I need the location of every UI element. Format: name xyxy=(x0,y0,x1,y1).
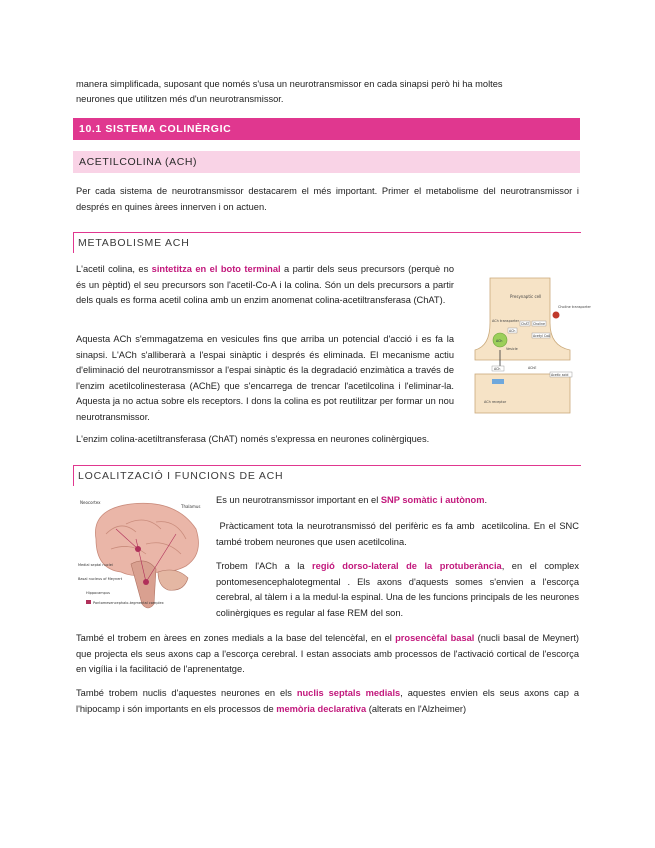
localitzacio-heading-text: LOCALITZACIÓ I FUNCIONS DE ACH xyxy=(78,470,284,482)
highlight-run: memòria declarativa xyxy=(276,703,367,714)
ach-label: ACh xyxy=(509,329,516,333)
text-run: També trobem nuclis d'aquestes neurones en els xyxy=(76,688,297,698)
localitzacio-paragraph-4 xyxy=(76,631,579,678)
brain-diagram xyxy=(76,494,206,619)
presynaptic-label: Presynaptic cell xyxy=(510,294,542,299)
intro-line-2: neurones que utilitzen més d'un neurotransmissor. xyxy=(76,94,284,104)
metabolisme-paragraph-3: L'enzim colina-acetiltransferasa (ChAT) només s'expressa en neurones colinèrgiques. xyxy=(76,434,430,444)
ppt-label: Pontomesencephalo-tegmental complex xyxy=(93,601,164,605)
localitzacio-paragraph-5 xyxy=(76,686,579,717)
medial-septal-label: Medial septal nuclei xyxy=(78,563,113,567)
neocortex-label: Neocortex xyxy=(80,500,101,505)
localitzacio-heading xyxy=(73,465,581,486)
chat-label: ChAT xyxy=(521,322,530,326)
highlight-run: sintetitza en el boto terminal xyxy=(151,264,281,274)
choline-transporter-icon xyxy=(553,312,560,319)
ache-label: AChE xyxy=(528,366,537,370)
synapse-diagram xyxy=(470,278,591,413)
text-run: a partir dels seus precursors (perquè no és un pèptid) el seu precursors son l'acetil-Co-A i la colina. Són un dels precursors a partir dels quals es forma acetil colina amb un enzim anomenat colina-acetiltransferasa (ChAT). xyxy=(76,264,454,305)
intro-line-1: manera simplificada, suposant que només s'usa un neurotransmissor en cada sinapsi però hi ha moltes xyxy=(76,79,503,89)
text-run: L'acetil colina, es xyxy=(76,264,152,274)
text-run: . xyxy=(484,495,488,505)
text-run: Es un neurotransmissor important en el xyxy=(216,495,381,505)
ach-receptor-icon xyxy=(492,379,504,384)
metabolisme-heading-text: METABOLISME ACH xyxy=(78,237,190,249)
highlight-run: regió dorso-lateral de la protuberància xyxy=(312,561,502,571)
metabolisme-heading xyxy=(73,232,581,253)
subsection-title: ACETILCOLINA (ACH) xyxy=(79,156,198,168)
highlight-run: SNP somàtic i autònom xyxy=(380,495,485,505)
metabolisme-paragraph-1 xyxy=(76,262,454,309)
vesicle-ach-label: ACh xyxy=(496,339,503,343)
basal-nucleus-label: Basal nucleus of Meynert xyxy=(78,577,123,581)
vesicle-label: Vesicle xyxy=(506,347,518,351)
choline-label: Choline xyxy=(533,322,545,326)
metabolisme-paragraph-2: Aquesta ACh s'emmagatzema en vesicules fins que arriba un potencial d'acció i es fa la sinapsi. L'ACh s'alliberarà a l'espai sinàptic i després és eliminada. El mecanisme actiu d'eliminació del neurotransmissor a l'espai sinàptic és la degradació enzimàtica a través de l'enzim acetilcolinesterasa (AChE) que s'encarrega de trencar l'acetilcolina i l'eliminar-la. Aquesta ja no actua sobre els receptors. I dons la colina es pot reutilitzar per formar un nou neurotransmissor. xyxy=(76,334,454,422)
text-run: Trobem l'ACh a la xyxy=(216,561,313,571)
acetyl-coa-label: Acetyl CoA xyxy=(533,334,551,338)
text-run: També el trobem en àrees en zones medials a la base del telencèfal, en el xyxy=(76,633,396,643)
localitzacio-paragraph-2: Pràcticament tota la neurotransmissó del perifèric es fa amb acetilcolina. En el SNC també trobem neurones que usen acetilcolina. xyxy=(216,521,582,547)
localitzacio-paragraph-1 xyxy=(216,493,579,509)
subsection-heading-bar xyxy=(73,151,580,173)
thalamus-label: Thalamus xyxy=(181,504,201,509)
hippocampus-label: Hippocampus xyxy=(86,591,110,595)
highlight-run: prosencèfal basal xyxy=(395,633,475,643)
text-run: (alterats en l'Alzheimer) xyxy=(366,703,467,714)
section-heading-bar xyxy=(73,118,580,140)
text-run: (nucli basal de Meynert) que projecta els seus axons cap a l'escorça cerebral. I estan associats amb processos de l'activació cortical de l'escorça en vigília i la facilitació de l'aprenentatge. xyxy=(76,633,579,674)
cleft-ach-label: ACh xyxy=(494,367,501,371)
ach-receptor-label: ACh receptor xyxy=(484,400,507,404)
choline-transporter-label: Choline transporter xyxy=(558,305,591,309)
acetic-acid-label: Acetic acid xyxy=(551,373,569,377)
ach-transporter-label: ACh transporter xyxy=(492,319,520,323)
section-title: 10.1 SISTEMA COLINÈRGIC xyxy=(79,123,232,135)
text-run: , aquestes envien els seus axons cap a l'hipocamp i són importants en els processos de xyxy=(76,688,579,714)
localitzacio-paragraph-3 xyxy=(216,559,579,621)
text-run: , en el complex pontomesencephalotegmental . Els axons d'aquests somes s'envien a l'escorça cerebral, al tàlem i a la medul·la espinal. Una de les funcions principals de les neurones colinèrgiques es regular al fase REM del son. xyxy=(216,561,579,618)
highlight-run: nuclis septals medials xyxy=(296,688,401,698)
intro-paragraph: Per cada sistema de neurotransmissor destacarem el més important. Primer el metabolisme del neurotransmissor i després en quines àrees innerven i on actuen. xyxy=(76,186,579,212)
